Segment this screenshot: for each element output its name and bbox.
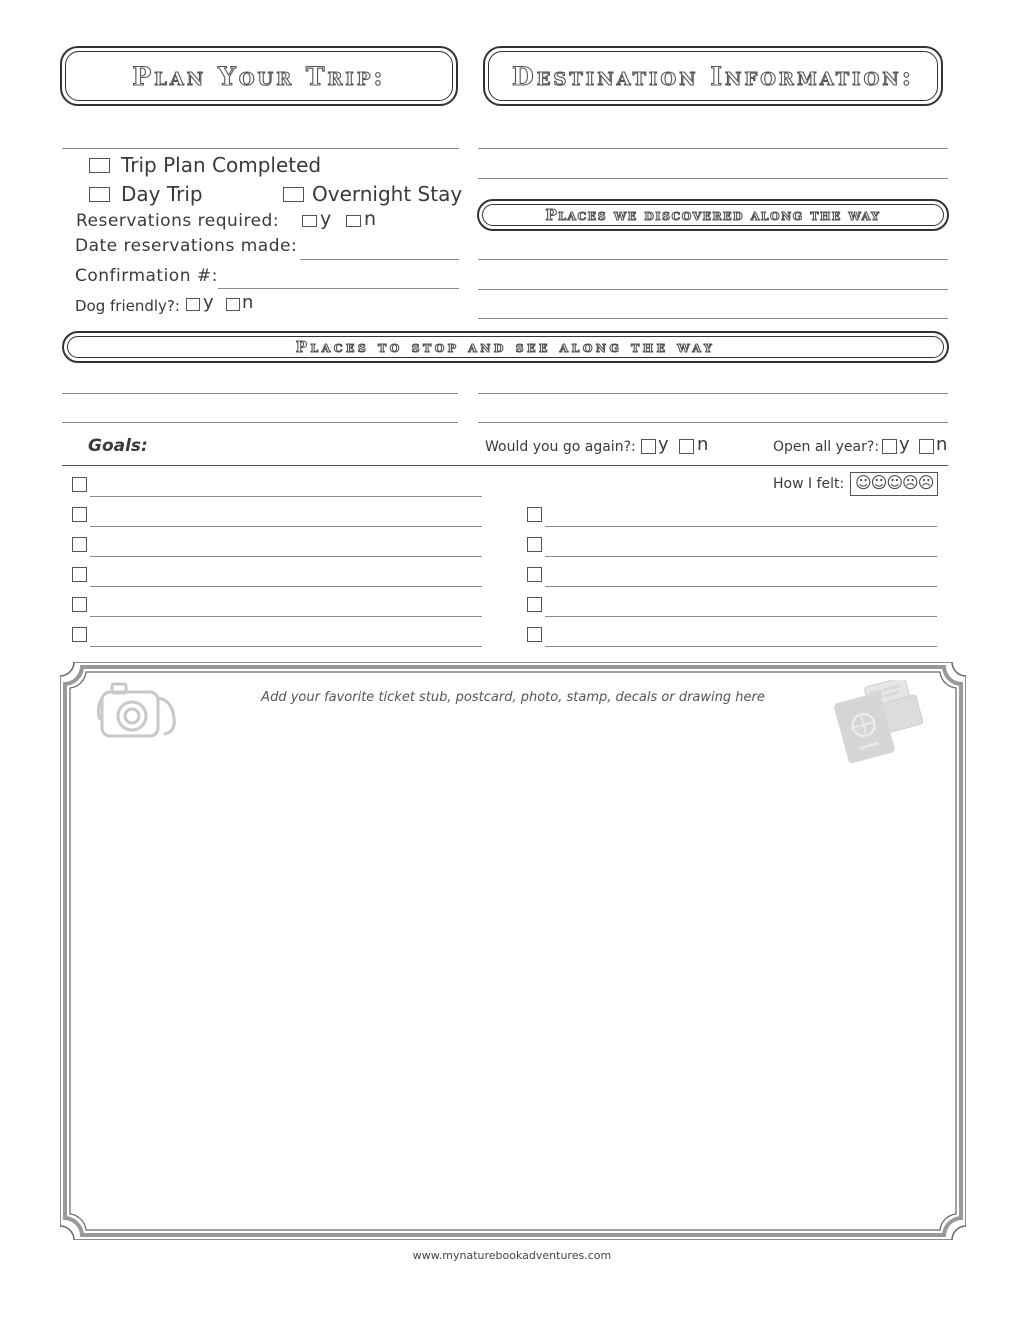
dog-friendly-label: Dog friendly?: xyxy=(75,297,180,315)
places-to-stop-header xyxy=(62,331,949,363)
goal-line-1[interactable] xyxy=(90,496,482,497)
trip-plan-completed-checkbox[interactable] xyxy=(89,158,110,173)
goal-line-8[interactable] xyxy=(545,556,937,557)
places-discovered-header xyxy=(477,199,949,231)
places-to-stop-title: Places to stop and see along the way xyxy=(295,338,716,356)
goal-line-5[interactable] xyxy=(90,616,482,617)
discovered-line-2[interactable] xyxy=(478,289,948,290)
overnight-stay-label: Overnight Stay xyxy=(312,182,463,206)
reservations-no-checkbox[interactable] xyxy=(346,215,361,227)
confirmation-line[interactable] xyxy=(218,288,459,289)
goal-line-3[interactable] xyxy=(90,556,482,557)
goal-line-7[interactable] xyxy=(545,526,937,527)
goal-checkbox-2[interactable] xyxy=(72,507,87,522)
open-all-year-yes-label: y xyxy=(899,434,910,455)
confirmation-label: Confirmation #: xyxy=(75,266,218,286)
goal-checkbox-1[interactable] xyxy=(72,477,87,492)
plan-your-trip-title: Plan Your Trip: xyxy=(132,61,386,91)
goal-checkbox-10[interactable] xyxy=(527,597,542,612)
open-all-year-no-checkbox[interactable] xyxy=(919,439,934,454)
footer-url[interactable]: www.mynaturebookadventures.com xyxy=(412,1249,612,1262)
open-all-year-no-label: n xyxy=(936,434,948,455)
stop-line-left-2[interactable] xyxy=(62,422,458,423)
dog-friendly-yes-label: y xyxy=(203,292,214,313)
open-all-year-label: Open all year?: xyxy=(773,439,880,455)
camera-icon xyxy=(94,678,184,748)
reservations-yes-label: y xyxy=(320,208,332,230)
reservations-yes-checkbox[interactable] xyxy=(302,215,317,227)
go-again-no-label: n xyxy=(697,434,709,455)
reservations-required-label: Reservations required: xyxy=(76,211,280,231)
go-again-no-checkbox[interactable] xyxy=(679,439,694,454)
goal-checkbox-5[interactable] xyxy=(72,597,87,612)
trip-plan-completed-label: Trip Plan Completed xyxy=(121,153,322,177)
discovered-line-3[interactable] xyxy=(478,318,948,319)
destination-information-title: Destination Information: xyxy=(512,61,914,91)
goal-checkbox-7[interactable] xyxy=(527,507,542,522)
reservations-no-label: n xyxy=(364,208,377,230)
goal-checkbox-4[interactable] xyxy=(72,567,87,582)
destination-line-1[interactable] xyxy=(478,148,948,149)
goal-checkbox-3[interactable] xyxy=(72,537,87,552)
dog-friendly-no-checkbox[interactable] xyxy=(226,298,240,311)
how-i-felt-label: How I felt: xyxy=(773,476,845,492)
goal-checkbox-9[interactable] xyxy=(527,567,542,582)
open-all-year-yes-checkbox[interactable] xyxy=(882,439,897,454)
goal-line-9[interactable] xyxy=(545,586,937,587)
goal-line-4[interactable] xyxy=(90,586,482,587)
goal-line-6[interactable] xyxy=(90,646,482,647)
goal-checkbox-8[interactable] xyxy=(527,537,542,552)
stop-line-right-2[interactable] xyxy=(478,422,948,423)
go-again-yes-checkbox[interactable] xyxy=(641,439,656,454)
goal-checkbox-6[interactable] xyxy=(72,627,87,642)
dog-friendly-no-label: n xyxy=(242,292,254,313)
date-reservations-made-line[interactable] xyxy=(300,259,459,260)
frame-caption: Add your favorite ticket stub, postcard, photo, stamp, decals or drawing here xyxy=(261,690,765,705)
goal-checkbox-11[interactable] xyxy=(527,627,542,642)
goal-line-10[interactable] xyxy=(545,616,937,617)
goals-label: Goals: xyxy=(88,436,148,456)
goal-line-2[interactable] xyxy=(90,526,482,527)
destination-information-header xyxy=(483,46,943,106)
plan-your-trip-header xyxy=(60,46,458,106)
day-trip-checkbox[interactable] xyxy=(89,187,110,202)
scrapbook-frame[interactable] xyxy=(60,662,966,1240)
plan-line-top[interactable] xyxy=(62,148,459,149)
day-trip-label: Day Trip xyxy=(121,182,203,206)
mood-faces[interactable]: ☺☺☺☹☹ xyxy=(855,473,934,492)
go-again-label: Would you go again?: xyxy=(485,439,636,455)
overnight-stay-checkbox[interactable] xyxy=(283,187,304,202)
go-again-yes-label: y xyxy=(658,434,669,455)
date-reservations-made-label: Date reservations made: xyxy=(75,236,298,256)
stop-line-left-1[interactable] xyxy=(62,393,458,394)
mood-faces-box[interactable] xyxy=(850,472,938,496)
stop-line-right-1[interactable] xyxy=(478,393,948,394)
destination-line-2[interactable] xyxy=(478,178,948,179)
passport-icon xyxy=(830,680,925,765)
discovered-line-1[interactable] xyxy=(478,259,948,260)
goal-line-11[interactable] xyxy=(545,646,937,647)
goals-divider xyxy=(62,465,948,466)
places-discovered-title: Places we discovered along the way xyxy=(545,206,881,224)
dog-friendly-yes-checkbox[interactable] xyxy=(186,298,200,311)
